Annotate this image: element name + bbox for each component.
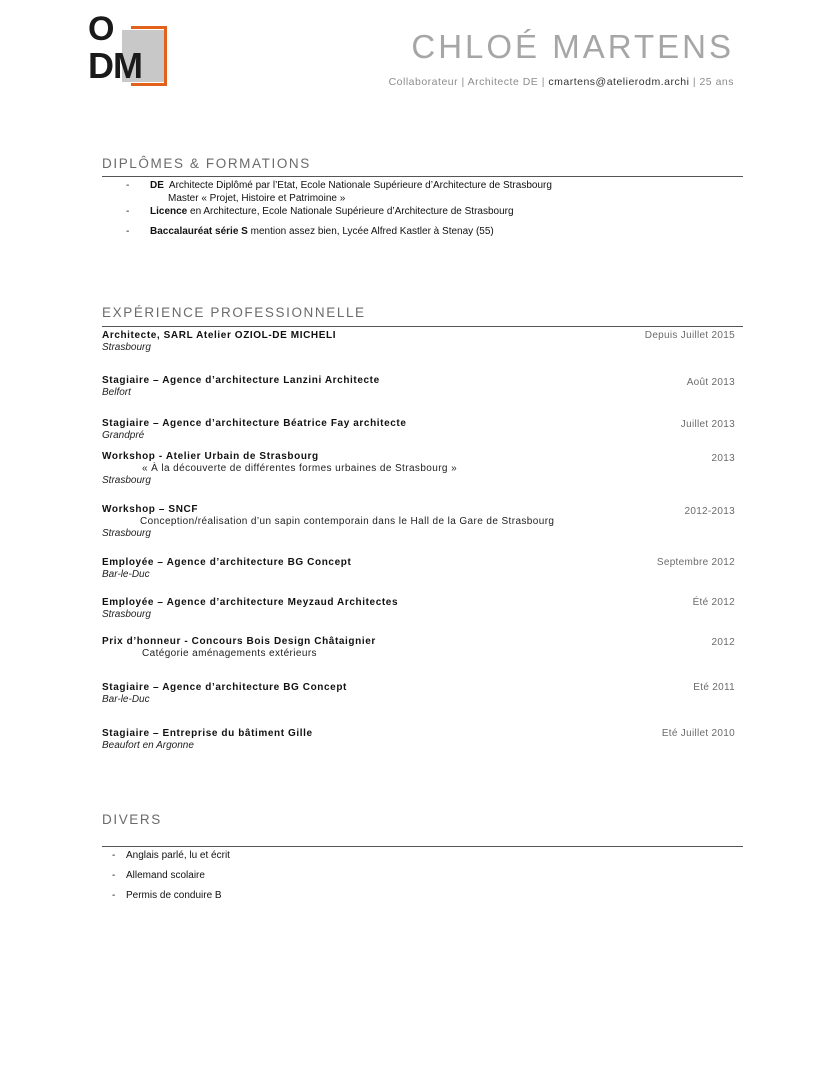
experience-title: Workshop - Atelier Urbain de Strasbourg — [102, 451, 319, 462]
bullet-dash: - — [126, 180, 130, 191]
experience-item — [102, 418, 735, 441]
divers-item — [112, 870, 205, 881]
experience-item — [102, 728, 735, 751]
age-text: | 25 ans — [689, 76, 734, 88]
experience-title: Architecte, SARL Atelier OZIOL-DE MICHELI — [102, 330, 337, 341]
divers-text: Anglais parlé, lu et écrit — [126, 850, 230, 861]
experience-item — [102, 597, 735, 620]
logo-letter-o: O — [88, 10, 115, 48]
experience-description: Catégorie aménagements extérieurs — [142, 648, 317, 659]
diplome-text: Architecte Diplômé par l’Etat, Ecole Nationale Supérieure d’Architecture de Strasbourg — [168, 180, 552, 191]
diplome-text: en Architecture, Ecole Nationale Supérieure d’Architecture de Strasbourg — [190, 206, 514, 217]
candidate-name: CHLOÉ MARTENS — [411, 28, 734, 65]
email-link[interactable]: cmartens@atelierodm.archi — [548, 76, 690, 88]
experience-location: Bar-le-Duc — [102, 569, 150, 580]
experience-title: Stagiaire – Entreprise du bâtiment Gille — [102, 728, 313, 739]
experience-date: Août 2013 — [686, 377, 735, 388]
section-title-diplomes: DIPLÔMES & FORMATIONS — [102, 156, 311, 171]
experience-item — [102, 504, 735, 539]
experience-location: Bar-le-Duc — [102, 694, 150, 705]
candidate-subline — [389, 76, 734, 88]
section-divider — [102, 176, 743, 177]
section-title-experience: EXPÉRIENCE PROFESSIONNELLE — [102, 305, 366, 320]
experience-title: Employée – Agence d’architecture Meyzaud Architectes — [102, 597, 399, 608]
experience-title: Employée – Agence d’architecture BG Concept — [102, 557, 352, 568]
experience-date: 2012 — [711, 637, 735, 648]
bullet-dash: - — [112, 890, 116, 901]
diplome-bold: Baccalauréat série S — [150, 226, 248, 237]
experience-date: Eté 2011 — [693, 682, 735, 693]
experience-date: Juillet 2013 — [680, 419, 735, 430]
diplome-text: mention assez bien, Lycée Alfred Kastler à Stenay (55) — [250, 226, 494, 237]
bullet-dash: - — [126, 226, 130, 237]
section-divider — [102, 326, 743, 327]
diplome-item — [126, 180, 552, 191]
experience-location: Strasbourg — [102, 342, 151, 353]
experience-location: Strasbourg — [102, 528, 151, 539]
bullet-dash: - — [112, 850, 116, 861]
experience-item — [102, 330, 735, 353]
role-text: Collaborateur | Architecte DE | — [388, 76, 549, 88]
experience-date: Septembre 2012 — [656, 557, 735, 568]
experience-title: Prix d’honneur - Concours Bois Design Châtaignier — [102, 636, 376, 647]
diplome-bold: DE — [150, 180, 164, 191]
experience-title: Stagiaire – Agence d’architecture Lanzini Architecte — [102, 375, 380, 386]
experience-location: Strasbourg — [102, 609, 151, 620]
experience-date: Eté Juillet 2010 — [661, 728, 735, 739]
divers-item — [112, 890, 222, 901]
diplome-item — [126, 206, 514, 217]
company-logo — [86, 10, 182, 88]
experience-location: Beaufort en Argonne — [102, 740, 194, 751]
diplome-bold: Licence — [150, 206, 188, 217]
diplome-subtext: Master « Projet, Histoire et Patrimoine » — [168, 193, 346, 204]
experience-item — [102, 557, 735, 580]
experience-description: « À la découverte de différentes formes urbaines de Strasbourg » — [142, 463, 458, 474]
experience-date: 2013 — [711, 453, 735, 464]
experience-item — [102, 451, 735, 486]
experience-item — [102, 682, 735, 705]
section-title-divers: DIVERS — [102, 812, 162, 827]
experience-item — [102, 636, 735, 659]
logo-letters-dm: DM — [88, 45, 142, 86]
experience-location: Grandpré — [102, 430, 145, 441]
experience-title: Workshop – SNCF — [102, 504, 199, 515]
experience-date: Été 2012 — [692, 597, 735, 608]
experience-location: Belfort — [102, 387, 131, 398]
diplome-item — [126, 226, 494, 237]
bullet-dash: - — [112, 870, 116, 881]
experience-title: Stagiaire – Agence d’architecture Béatrice Fay architecte — [102, 418, 407, 429]
experience-description: Conception/réalisation d’un sapin contemporain dans le Hall de la Gare de Strasbourg — [140, 516, 555, 527]
section-divider — [102, 846, 743, 847]
divers-text: Allemand scolaire — [126, 870, 205, 881]
bullet-dash: - — [126, 206, 130, 217]
divers-item — [112, 850, 230, 861]
divers-text: Permis de conduire B — [126, 890, 222, 901]
experience-date: Depuis Juillet 2015 — [644, 330, 735, 341]
experience-date: 2012-2013 — [684, 506, 735, 517]
experience-location: Strasbourg — [102, 475, 151, 486]
experience-item — [102, 375, 735, 398]
experience-title: Stagiaire – Agence d’architecture BG Concept — [102, 682, 347, 693]
